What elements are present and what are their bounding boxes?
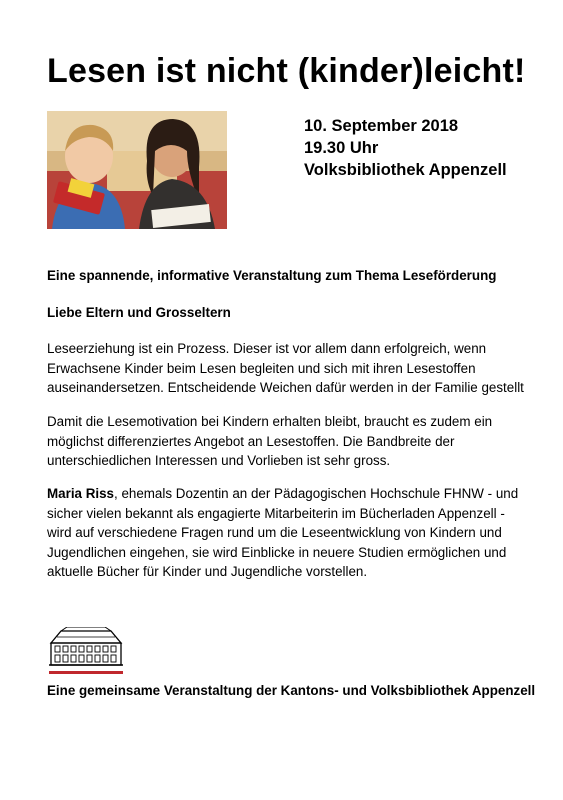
paragraph-1: Leseerziehung ist ein Prozess. Dieser ist vor allem dann erfolgreich, wenn Erwachsene Kinder beim Lesen begleiten und sich mit ihren Lesestoffen auseinandersetzen. Entscheidende Weichen dafür werden in der Familie gestellt xyxy=(47,341,524,395)
footer-note: Eine gemeinsame Veranstaltung der Kantons- und Volksbibliothek Appenzell xyxy=(47,683,536,698)
paragraph-2: Damit die Lesemotivation bei Kindern erhalten bleibt, braucht es zudem ein möglichst differenziertes Angebot an Lesestoffen. Die Bandbreite der unterschiedlichen Interessen und Vorlieben ist sehr gross. xyxy=(47,414,493,468)
logo-accent-stripe xyxy=(49,671,123,674)
salutation: Liebe Eltern und Grosseltern xyxy=(47,305,231,320)
library-logo xyxy=(47,627,125,677)
event-date: 10. September 2018 xyxy=(304,117,459,135)
intro-heading: Eine spannende, informative Veranstaltung zum Thema Leseförderung xyxy=(47,268,497,283)
event-venue: Volksbibliothek Appenzell xyxy=(304,161,507,179)
speaker-name: Maria Riss xyxy=(47,486,114,501)
children-reading-photo xyxy=(47,111,227,229)
speaker-paragraph xyxy=(47,484,527,582)
page-title: Lesen ist nicht (kinder)leicht! xyxy=(47,52,526,90)
event-time: 19.30 Uhr xyxy=(304,139,379,157)
speaker-description: , ehemals Dozentin an der Pädagogischen Hochschule FHNW - und sicher vielen bekannt als engagierte Mitarbeiterin im Bücherladen Appenzell - wird auf verschiedene Fragen rund um die Leseentwicklung von Kindern und Jugendlichen eingehen, sie wird Einblicke in neuere Studien ermöglichen und aktuelle Bücher für Kinder und Jugendliche vorstellen. xyxy=(47,486,519,579)
event-details xyxy=(304,115,507,181)
